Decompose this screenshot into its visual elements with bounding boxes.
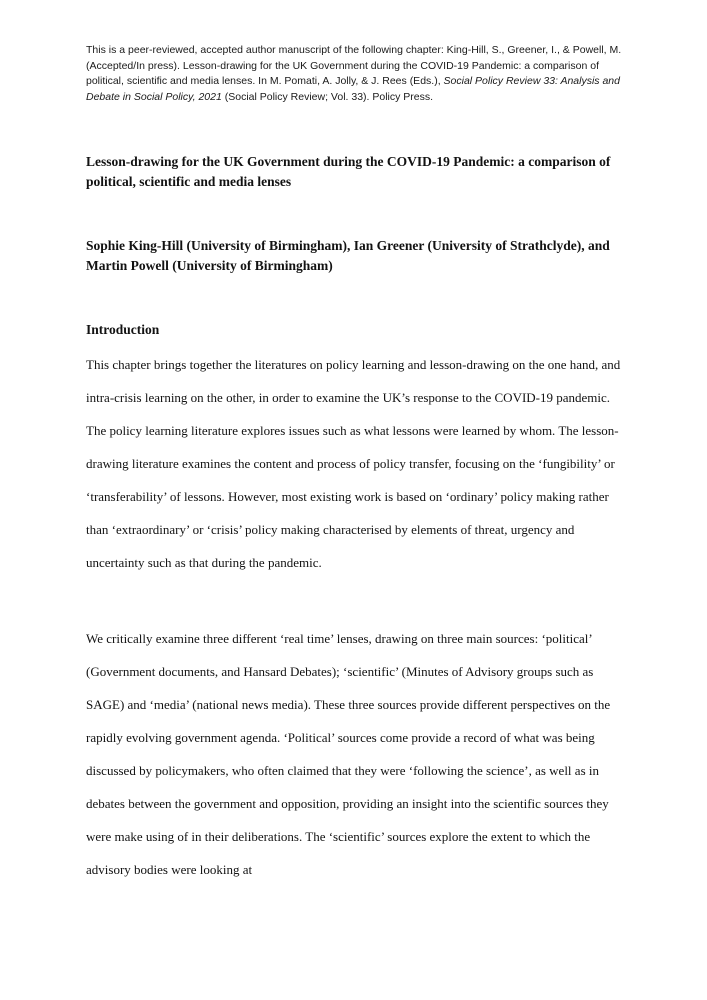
paragraph-2: We critically examine three different ‘real time’ lenses, drawing on three main sources: ‘political’ (Government documents, and Hansard Debates); ‘scientific’ (Minutes of Advisory groups such as SAGE) and ‘media’ (national news media). These three sources provide different perspectives on the rapidly evolving government agenda. ‘Political’ sources come provide a record of what was being discussed by policymakers, who often claimed that they were ‘following the science’, as well as in debates between the government and opposition, providing an insight into the scientific sources they were make using of in their deliberations. The ‘scientific’ sources explore the extent to which the advisory bodies were looking at (86, 631, 611, 877)
citation-note (86, 43, 631, 105)
chapter-title: Lesson-drawing for the UK Government during the COVID-19 Pandemic: a comparison of political, scientific and media lenses (86, 154, 611, 189)
citation-note-book-title: Social Policy Review 33: Analysis and Debate in Social Policy, 2021 (86, 75, 620, 103)
paragraph-1: This chapter brings together the literatures on policy learning and lesson-drawing on the one hand, and intra-crisis learning on the other, in order to examine the UK’s response to the COVID-19 pandemic. The policy learning literature explores issues such as what lessons were learned by whom. The lesson-drawing literature examines the content and process of policy transfer, focusing on the ‘fungibility’ or ‘transferability’ of lessons. However, most existing work is based on ‘ordinary’ policy making rather than ‘extraordinary’ or ‘crisis’ policy making characterised by elements of threat, urgency and uncertainty such as that during the pandemic. (86, 357, 621, 570)
citation-note-text: This is a peer-reviewed, accepted author manuscript of the following chapter: King-Hill, S., Greener, I., & Powell, M. (Accepted/In press). Lesson-drawing for the UK Government during the COVID-19 Pandemic: a comparison of political, scientific and media lenses. In M. Pomati, A. Jolly, & J. Rees (Eds.), (86, 44, 622, 87)
authors-line: Sophie King-Hill (University of Birmingham), Ian Greener (University of Strathclyde), and Martin Powell (University of Birmingham) (86, 238, 610, 273)
citation-note-suffix: (Social Policy Review; Vol. 33). Policy Press. (221, 90, 434, 103)
section-heading-introduction: Introduction (86, 322, 160, 337)
